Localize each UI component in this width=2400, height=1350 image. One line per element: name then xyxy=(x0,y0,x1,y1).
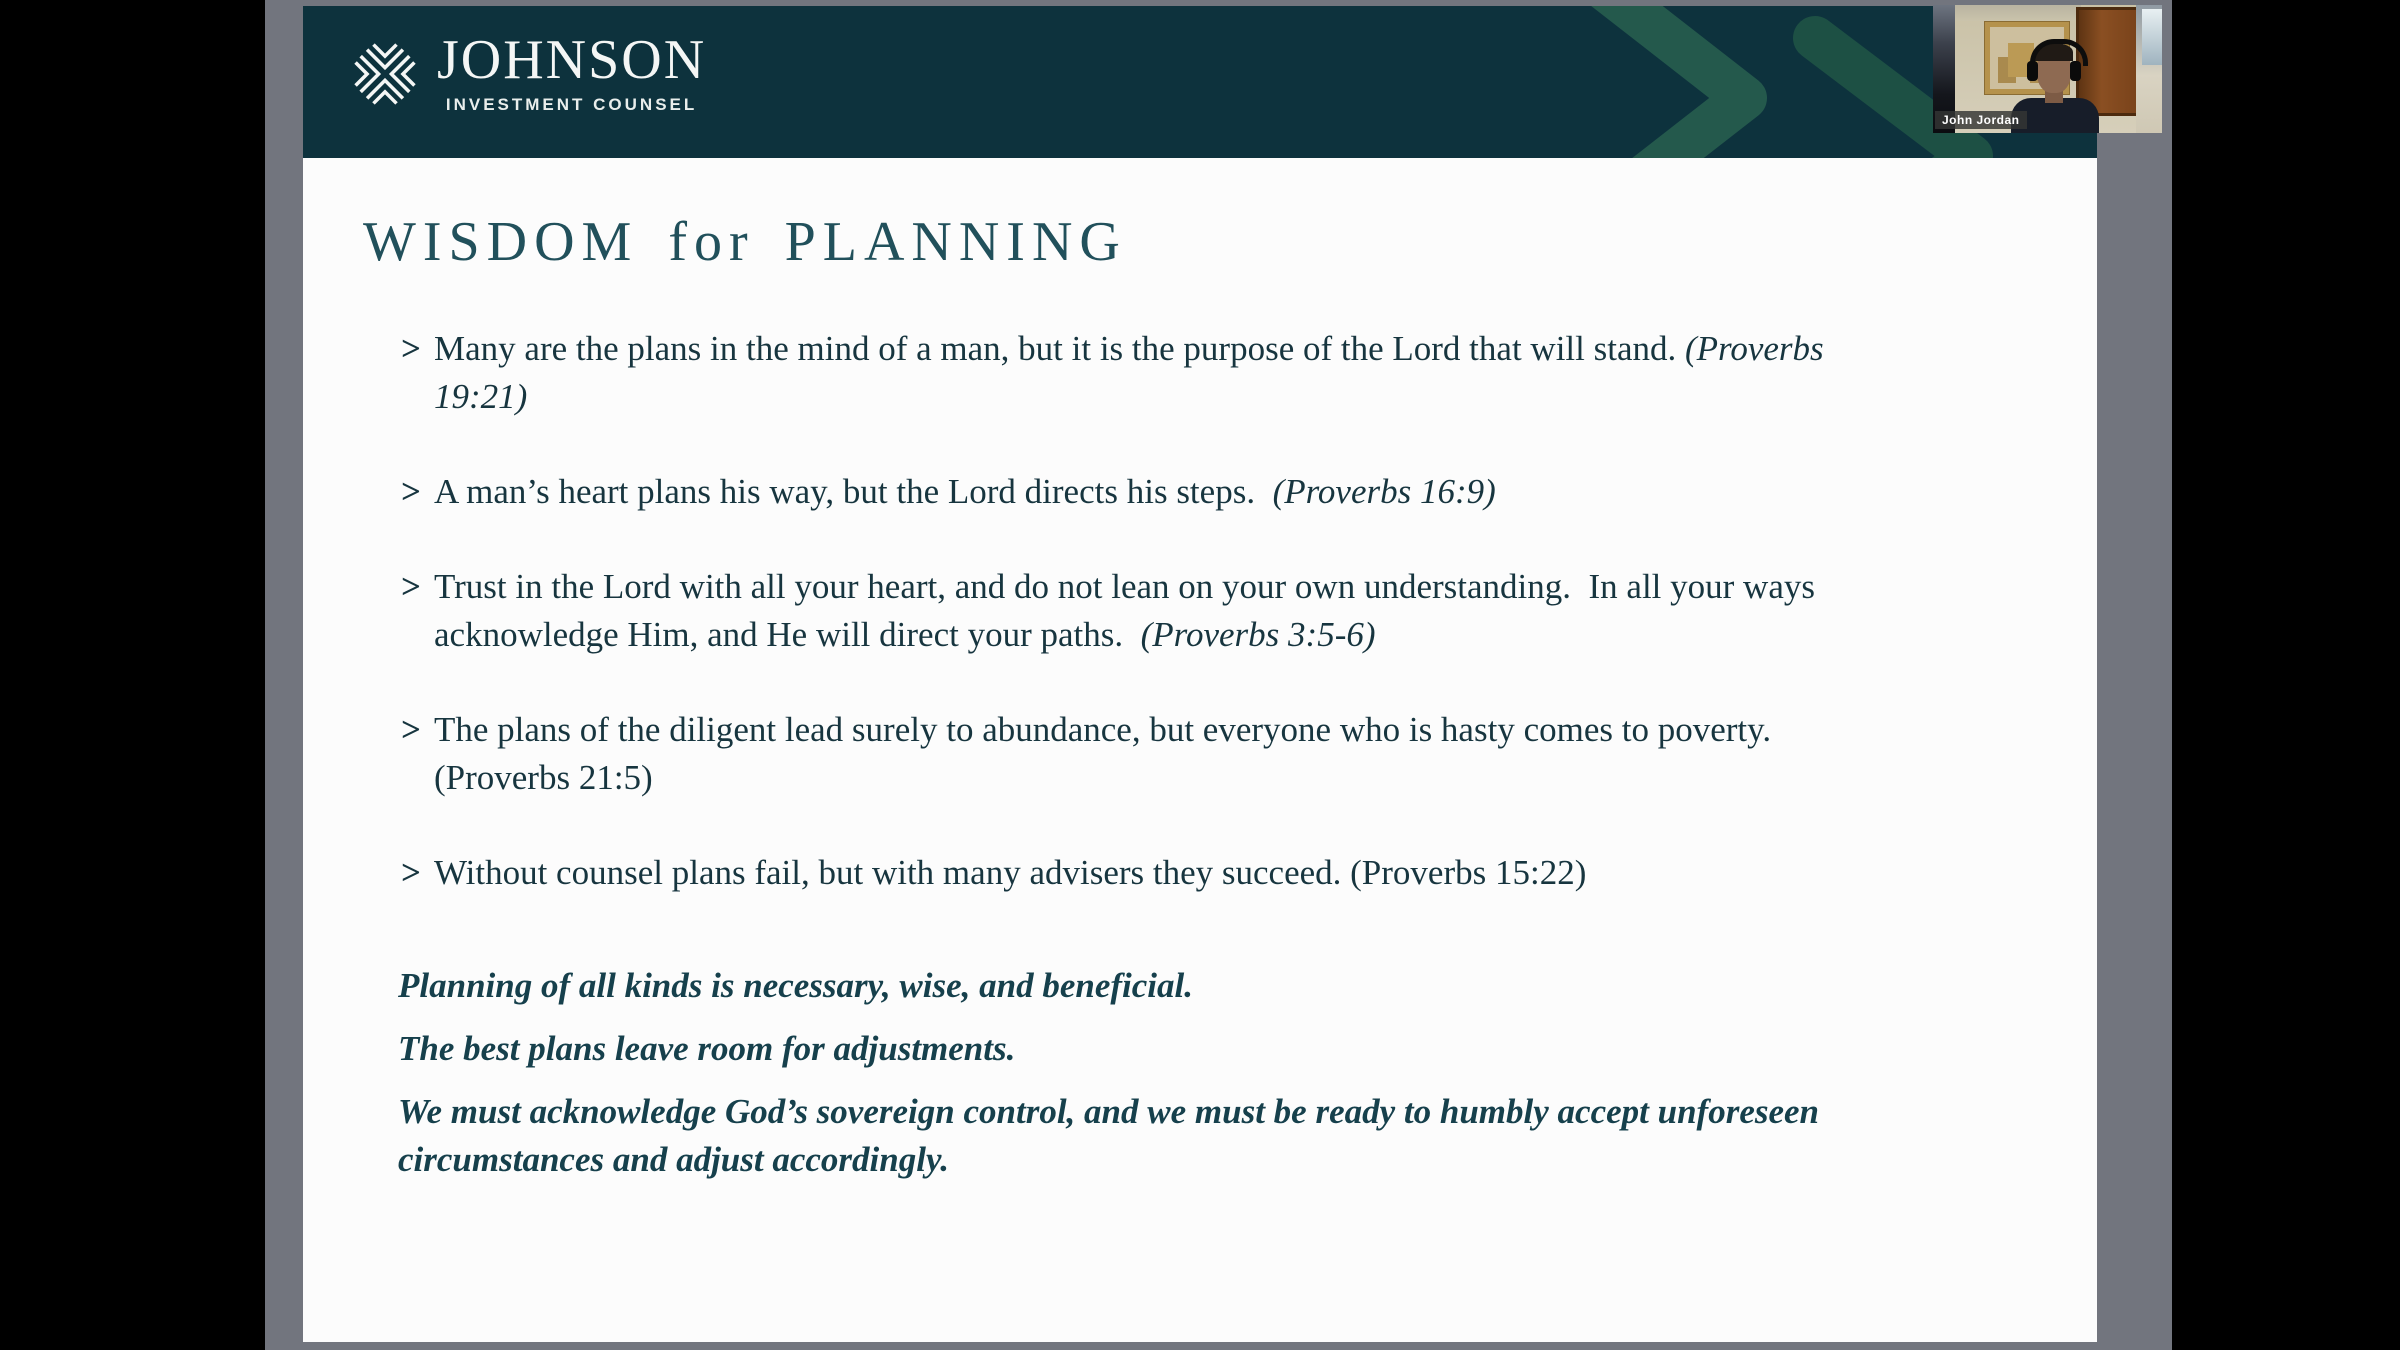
verse-reference: (Proverbs 19:21) xyxy=(434,329,1833,416)
bullet-marker: > xyxy=(401,472,421,511)
bullet-item xyxy=(401,468,1921,516)
bullet-text xyxy=(434,849,1586,897)
webcam-wall-background xyxy=(1951,5,2081,21)
verse-text: A man’s heart plans his way, but the Lord directs his steps. xyxy=(434,472,1273,511)
verse-text: Trust in the Lord with all your heart, and do not lean on your own understanding. In all your ways acknowledge Him, and He will direct your paths. xyxy=(434,567,1824,654)
webcam-thumbnail[interactable] xyxy=(1933,5,2162,133)
bullet-text xyxy=(434,325,1889,421)
headphone-earcup-right xyxy=(2070,61,2081,81)
slide-title: WISDOM for PLANNING xyxy=(363,211,1127,273)
bullet-marker: > xyxy=(401,853,421,892)
headphone-earcup-left xyxy=(2027,61,2038,81)
brand-tagline: INVESTMENT COUNSEL xyxy=(445,95,698,114)
presentation-slide xyxy=(303,6,2097,1342)
slide-header-band xyxy=(303,6,2097,158)
bullet-marker: > xyxy=(401,329,421,368)
verse-reference: (Proverbs 16:9) xyxy=(1272,472,1496,511)
brand-text-block xyxy=(437,29,707,115)
bullet-marker: > xyxy=(401,710,421,749)
conclusion-list xyxy=(398,962,1868,1199)
verse-text: The plans of the diligent lead surely to abundance, but everyone who is hasty comes to poverty. xyxy=(434,710,1780,749)
johnson-logo-mark-icon xyxy=(353,34,417,114)
bullet-item xyxy=(401,849,1921,897)
conclusion-line: We must acknowledge God’s sovereign control, and we must be ready to humbly accept unforeseen circumstances and adjust accordingly. xyxy=(398,1092,1828,1179)
speaker-name-label: John Jordan xyxy=(1935,111,2027,129)
verse-reference: (Proverbs 21:5) xyxy=(434,758,653,797)
conclusion-line: Planning of all kinds is necessary, wise, and beneficial. xyxy=(398,966,1193,1005)
johnson-logo xyxy=(353,29,707,115)
bullet-item xyxy=(401,563,1921,659)
verse-reference: (Proverbs 15:22) xyxy=(1350,853,1587,892)
bullet-text xyxy=(434,468,1496,516)
conclusion-line: The best plans leave room for adjustments. xyxy=(398,1029,1016,1068)
verse-reference: (Proverbs 3:5-6) xyxy=(1140,615,1376,654)
bullet-item xyxy=(401,325,1921,421)
window xyxy=(2142,9,2162,65)
bullet-item xyxy=(401,706,1921,802)
brand-name: JOHNSON xyxy=(437,29,707,91)
bullet-marker: > xyxy=(401,567,421,606)
bullet-text xyxy=(434,706,1889,802)
verse-text: Many are the plans in the mind of a man, but it is the purpose of the Lord that will stand. xyxy=(434,329,1685,368)
bullet-text xyxy=(434,563,1889,659)
screen-share-area xyxy=(265,0,2172,1350)
verse-text: Without counsel plans fail, but with many advisers they succeed. xyxy=(434,853,1351,892)
bullet-list xyxy=(401,325,1921,944)
